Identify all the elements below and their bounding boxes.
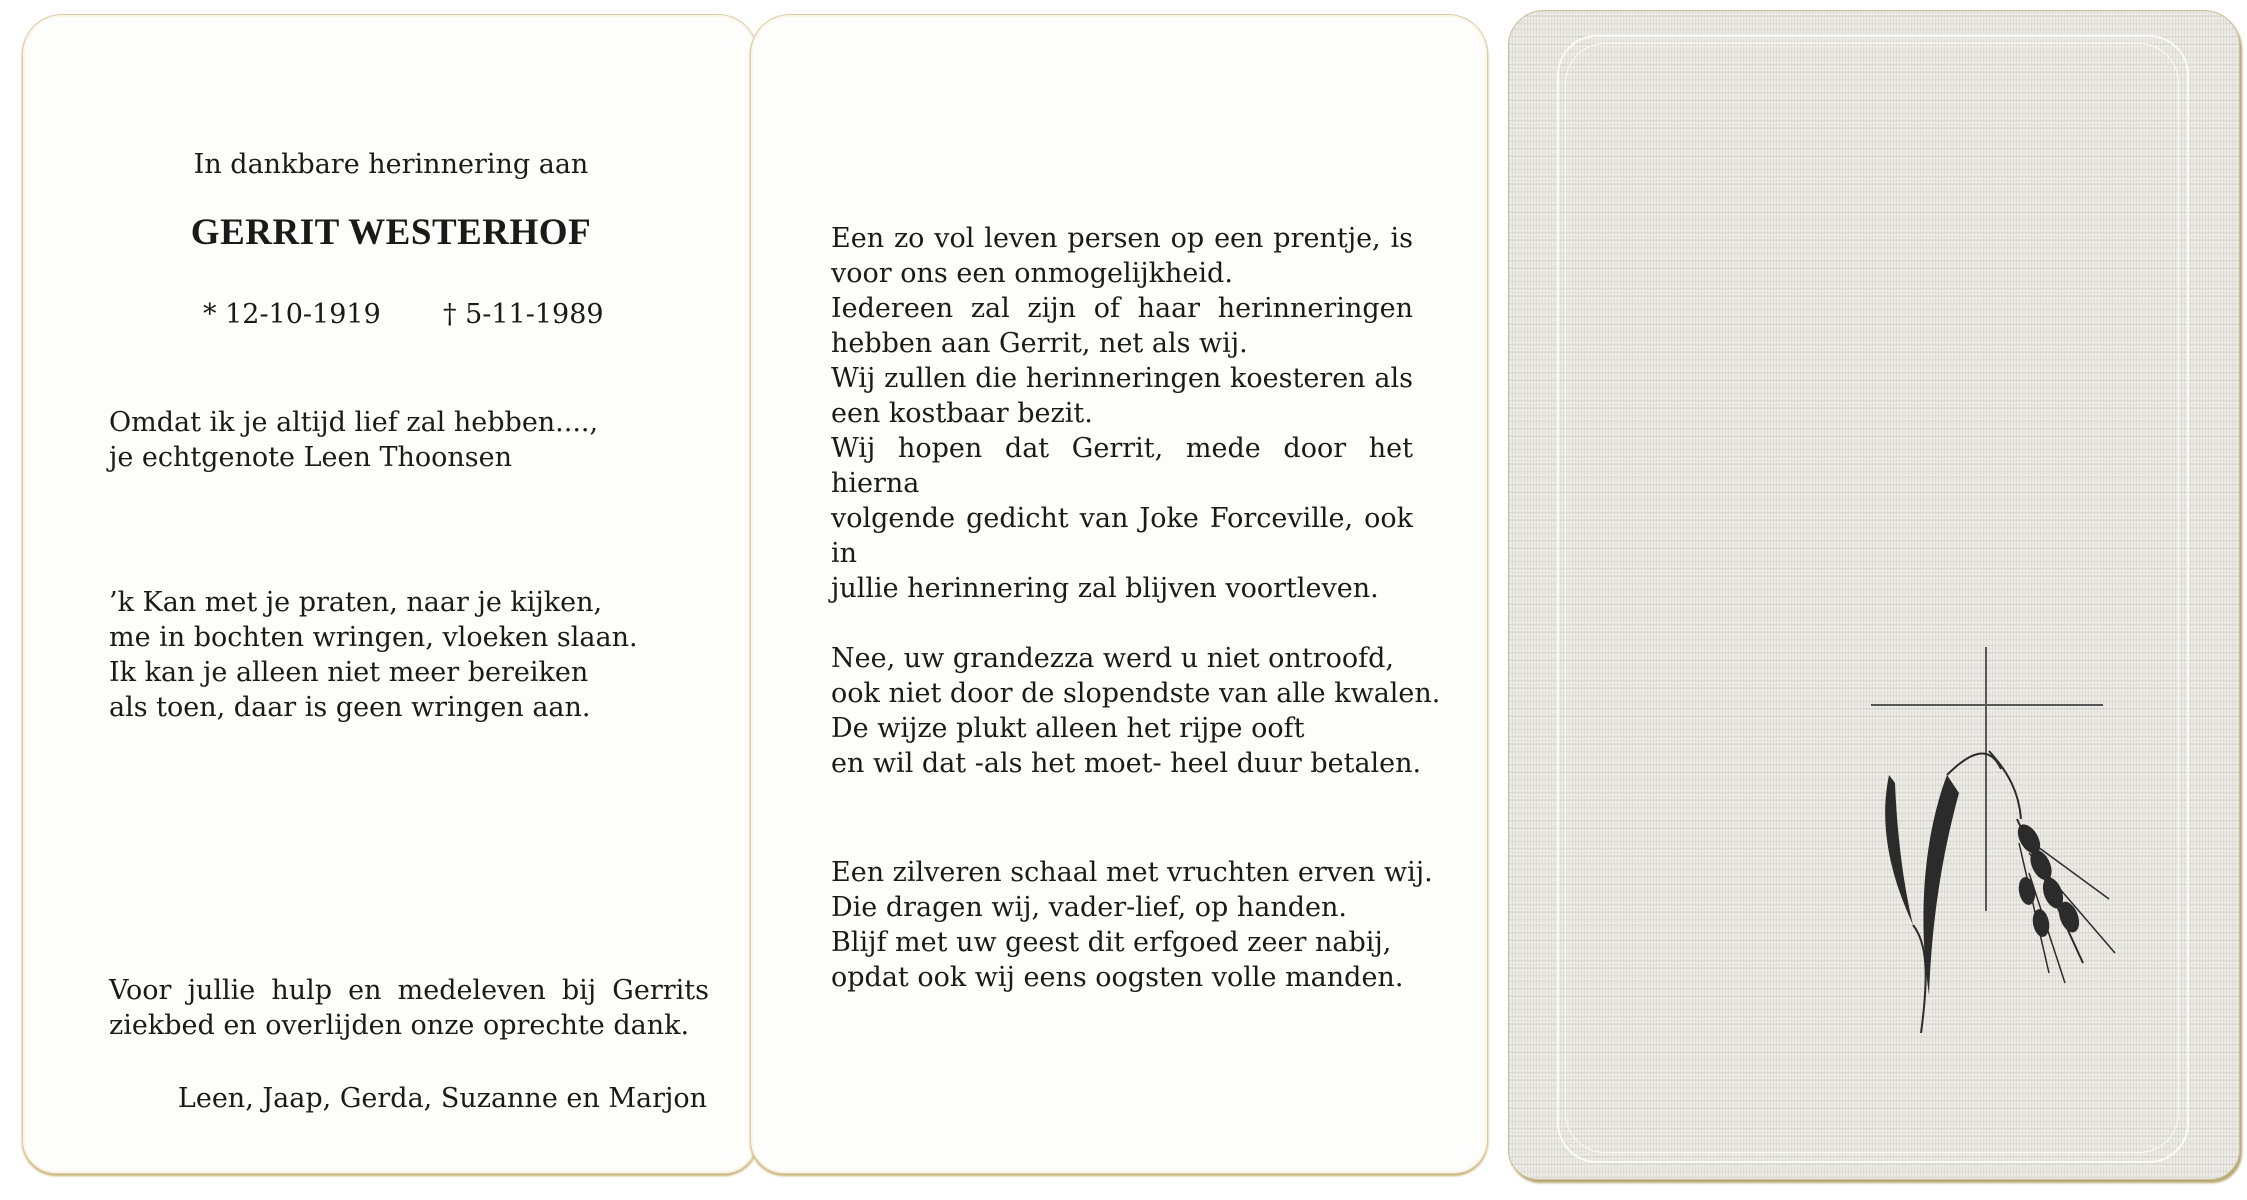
poem-line: opdat ook wij eens oogsten volle manden. bbox=[831, 962, 1404, 993]
poem-line: Die dragen wij, vader-lief, op handen. bbox=[831, 892, 1347, 923]
dedication-line: je echtgenote Leen Thoonsen bbox=[109, 442, 512, 473]
thanks-text bbox=[109, 973, 709, 1043]
intro-heading: In dankbare herinnering aan bbox=[193, 149, 589, 180]
cross-with-wheat-icon bbox=[1869, 643, 2189, 1043]
poem-line: ’k Kan met je praten, naar je kijken, bbox=[109, 587, 603, 618]
thanks-line: Voor jullie hulp en medeleven bij Gerrits bbox=[109, 975, 709, 1006]
death-date: † 5-11-1989 bbox=[443, 299, 604, 330]
paragraph-line: Iedereen zal zijn of haar herinneringen bbox=[831, 293, 1413, 324]
paragraph-line: Wij zullen die herinneringen koesteren als bbox=[831, 363, 1413, 394]
birth-date: * 12-10-1919 bbox=[203, 299, 381, 330]
card-left-page bbox=[22, 14, 758, 1174]
dedication-text bbox=[109, 405, 598, 475]
poem-line: Nee, uw grandezza werd u niet ontroofd, bbox=[831, 643, 1394, 674]
paragraph-line: Wij hopen dat Gerrit, mede door het hierna bbox=[831, 433, 1413, 499]
poem-line: De wijze plukt alleen het rijpe ooft bbox=[831, 713, 1305, 744]
poem-line: en wil dat -als het moet- heel duur betalen. bbox=[831, 748, 1422, 779]
poem-left bbox=[109, 585, 638, 725]
card-cover bbox=[1508, 10, 2240, 1180]
paragraph-line: Een zo vol leven persen op een prentje, is bbox=[831, 223, 1413, 254]
paragraph-line: hebben aan Gerrit, net als wij. bbox=[831, 328, 1248, 359]
poem-line: Een zilveren schaal met vruchten erven wij. bbox=[831, 857, 1433, 888]
dedication-line: Omdat ik je altijd lief zal hebben...., bbox=[109, 407, 599, 438]
poem-line: ook niet door de slopendste van alle kwalen. bbox=[831, 678, 1441, 709]
family-signature: Leen, Jaap, Gerda, Suzanne en Marjon bbox=[177, 1083, 707, 1114]
deceased-name: GERRIT WESTERHOF bbox=[190, 212, 592, 253]
poem-line: Ik kan je alleen niet meer bereiken bbox=[109, 657, 589, 688]
paragraph-line: jullie herinnering zal blijven voortleven. bbox=[831, 573, 1379, 604]
memorial-paragraph bbox=[831, 221, 1413, 606]
card-middle-page bbox=[750, 14, 1488, 1174]
paragraph-line: voor ons een onmogelijkheid. bbox=[831, 258, 1233, 289]
poem-line: als toen, daar is geen wringen aan. bbox=[109, 692, 591, 723]
poem-line: me in bochten wringen, vloeken slaan. bbox=[109, 622, 638, 653]
poem-stanza-1 bbox=[831, 641, 1440, 781]
poem-stanza-2 bbox=[831, 855, 1433, 995]
poem-line: Blijf met uw geest dit erfgoed zeer nabij, bbox=[831, 927, 1392, 958]
thanks-line: ziekbed en overlijden onze oprechte dank. bbox=[109, 1010, 690, 1041]
paragraph-line: volgende gedicht van Joke Forceville, ook in bbox=[831, 503, 1413, 569]
paragraph-line: een kostbaar bezit. bbox=[831, 398, 1093, 429]
